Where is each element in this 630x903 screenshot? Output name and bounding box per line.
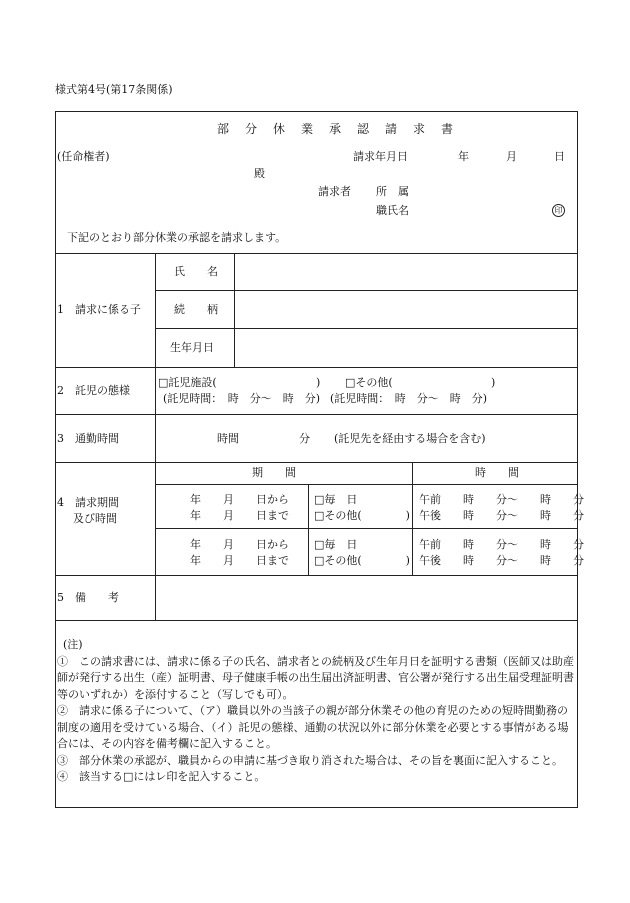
section5-label: 5 備 考 [57,591,119,604]
date-day: 日 [554,150,565,163]
seal-mark: 印 [552,204,565,217]
section3-label: 3 通勤時間 [57,432,119,445]
rule [412,462,413,575]
rule [155,290,578,291]
commute-minutes: 分 [299,432,310,445]
section4-label: 4 請求期間 [57,496,119,509]
childcare-facility-checkbox[interactable]: □託児施設( [158,376,217,389]
rule [155,528,578,529]
form-title: 部分休業承認請求書 [217,122,470,136]
daily-checkbox[interactable]: □毎 日 [314,493,358,506]
rule [55,414,578,415]
section4-label-2: 及び時間 [73,512,117,525]
pm-time: 午後 時 分～ 時 分 [419,554,584,567]
commute-note: (託児先を経由する場合を含む) [334,432,486,445]
note-item: ③ 部分休業の承認が、職員からの申請に基づき取り消された場合は、その旨を裏面に記入すること。 [57,753,563,767]
date-year: 年 [458,150,469,163]
other-checkbox[interactable]: □その他( ) [314,554,410,567]
period-to: 年 月 日まで [190,554,289,567]
request-sentence: 下記のとおり部分休業の承認を請求します。 [67,231,287,244]
rule [55,575,578,576]
pm-time: 午後 時 分～ 時 分 [419,509,584,522]
affiliation-label: 所 属 [376,185,409,198]
authority-label: (任命権者) [57,150,110,163]
period-from: 年 月 日から [190,538,289,551]
section1-label: 1 請求に係る子 [57,303,141,316]
other-checkbox[interactable]: □その他( ) [314,509,410,522]
date-label: 請求年月日 [353,150,408,163]
childcare-other-checkbox[interactable]: □その他( [345,376,393,389]
rule [308,484,309,575]
requester-label: 請求者 [318,185,351,198]
rule [234,253,235,367]
childcare-other-close: ) [491,376,496,389]
child-name-label: 氏 名 [174,265,218,278]
time-header: 時 間 [475,466,519,479]
job-name-label: 職氏名 [376,204,409,217]
rule [55,462,578,463]
dob-label: 生年月日 [170,341,214,354]
rule [155,253,156,620]
rule [155,328,578,329]
commute-hours: 時間 [217,432,239,445]
period-header: 期 間 [252,466,296,479]
childcare-hours-b: (託児時間： 時 分～ 時 分) [330,392,488,405]
am-time: 午前 時 分～ 時 分 [419,538,584,551]
daily-checkbox[interactable]: □毎 日 [314,538,358,551]
rule [55,620,578,621]
am-time: 午前 時 分～ 時 分 [419,493,584,506]
childcare-facility-close: ) [316,376,321,389]
note-item: ② 請求に係る子について、（ア）職員以外の当該子の親が部分休業その他の育児のための短時間勤務の制度の適用を受けている場合、（イ）託児の態様、通勤の状況以外に部分休業を必要とする事情がある場合には、その内容を備考欄に記入すること。 [57,704,569,750]
notes-title: (注) [63,638,83,651]
honorific: 殿 [254,167,265,180]
period-from: 年 月 日から [190,493,289,506]
date-month: 月 [506,150,517,163]
period-to: 年 月 日まで [190,509,289,522]
rule [55,253,578,254]
rule [55,367,578,368]
note-item: ④ 該当する□にはレ印を記入すること。 [57,770,266,783]
relation-label: 続 柄 [174,303,218,316]
childcare-hours-a: (託児時間： 時 分～ 時 分) [163,392,321,405]
notes-block [57,637,577,786]
section2-label: 2 託児の態様 [57,384,130,397]
note-item: ① この請求書には、請求に係る子の氏名、請求者との続柄及び生年月日を証明する書類（医師又は助産師が発行する出生（産）証明書、母子健康手帳の出生届出済証明書、官公署が発行する出生届受理証明書等のいずれか）を添付すること（写しでも可）。 [57,654,574,701]
form-number: 様式第4号(第17条関係) [55,83,173,96]
rule [155,484,578,485]
